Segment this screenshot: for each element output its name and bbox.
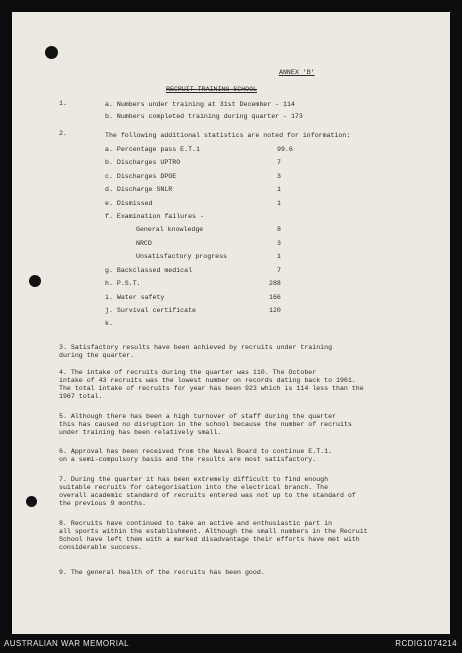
stat-label: c. Discharges DPOE [105, 173, 177, 180]
paragraph-line: 8. Recruits have continued to take an active and enthusiastic part in [59, 520, 333, 527]
stat-value: 288 [269, 280, 281, 287]
paragraph-line: overall academic standard of recruits entered was not up to the standard of [59, 492, 356, 499]
stat-value: 1 [277, 253, 281, 260]
paragraph-line: 3. Satisfactory results have been achieved by recruits under training [59, 344, 333, 351]
punch-hole-middle [29, 275, 41, 287]
stat-value: 7 [277, 159, 281, 166]
stat-label: b. Discharges UPTRO [105, 159, 181, 166]
stat-value: 7 [277, 267, 281, 274]
stat-label: g. Backclassed medical [105, 267, 193, 274]
paragraph-line: on a semi-compulsory basis and the results are most satisfactory. [59, 456, 317, 463]
stat-sublabel: NRCD [136, 240, 152, 247]
paragraph-line: 6. Approval has been received from the Naval Board to continue E.T.1. [59, 448, 333, 455]
section-2-number: 2. [59, 130, 67, 137]
paragraph-line: 5. Although there has been a high turnover of staff during the quarter [59, 413, 336, 420]
section-1-item-b: b. Numbers completed training during quarter - 173 [105, 113, 303, 120]
paragraph-line: all sports within the establishment. Although the small numbers in the Recruit [59, 528, 368, 535]
document-page [12, 12, 450, 634]
stat-value: 1 [277, 186, 281, 193]
document-title-text: RECRUIT TRAINING SCHOOL [166, 86, 258, 93]
archive-footer [0, 634, 462, 653]
stat-trailing-letter: k. [105, 320, 113, 327]
stat-label: a. Percentage pass E.T.1 [105, 146, 200, 153]
section-2-intro: The following additional statistics are noted for information: [105, 132, 351, 139]
paragraph-line: School have left them with a marked disadvantage their efforts have met with [59, 536, 360, 543]
stat-label: d. Discharge SNLR [105, 186, 173, 193]
stat-sublabel: General knowledge [136, 226, 204, 233]
stat-label: e. Dismissed [105, 200, 153, 207]
stat-value: 3 [277, 173, 281, 180]
stat-sublabel: Unsatisfactory progress [136, 253, 228, 260]
paragraph-line: The total intake of recruits for year has been 923 which is 114 less than the [59, 385, 364, 392]
stat-value: 120 [269, 307, 281, 314]
paragraph-line: 9. The general health of the recruits has been good. [59, 569, 265, 576]
stat-label: i. Water safety [105, 294, 165, 301]
paragraph-line: this has caused no disruption in the school because the number of recruits [59, 421, 352, 428]
paragraph-line: 4. The intake of recruits during the quarter was 110. The October [59, 369, 317, 376]
paragraph-line: during the quarter. [59, 352, 135, 359]
stat-value: 1 [277, 200, 281, 207]
stat-value: 3 [277, 240, 281, 247]
paragraph-line: considerable success. [59, 544, 143, 551]
punch-hole-bottom [26, 496, 37, 507]
annex-label: ANNEX 'B' [279, 69, 315, 76]
section-1-number: 1. [59, 100, 67, 107]
stat-label: f. Examination failures - [105, 213, 204, 220]
stat-value: 166 [269, 294, 281, 301]
paragraph-line: 7. During the quarter it has been extremely difficult to find enough [59, 476, 329, 483]
punch-hole-top [45, 46, 58, 59]
section-1-item-a: a. Numbers under training at 31st December - 114 [105, 101, 295, 108]
stat-label: j. Survival certificate [105, 307, 197, 314]
paragraph-line: suitable recruits for categorisation into the electrical branch. The [59, 484, 329, 491]
footer-record-id: RCDIG1074214 [395, 639, 457, 648]
stat-label: h. P.S.T. [105, 280, 141, 287]
paragraph-line: under training has been relatively small. [59, 429, 222, 436]
stat-value: 8 [277, 226, 281, 233]
paragraph-line: 1967 total. [59, 393, 103, 400]
stat-value: 99.6 [277, 146, 293, 153]
paragraph-line: the previous 9 months. [59, 500, 147, 507]
document-title [166, 86, 257, 94]
footer-institution: AUSTRALIAN WAR MEMORIAL [4, 639, 129, 648]
paragraph-line: intake of 43 recruits was the lowest number on records dating back to 1961. [59, 377, 356, 384]
